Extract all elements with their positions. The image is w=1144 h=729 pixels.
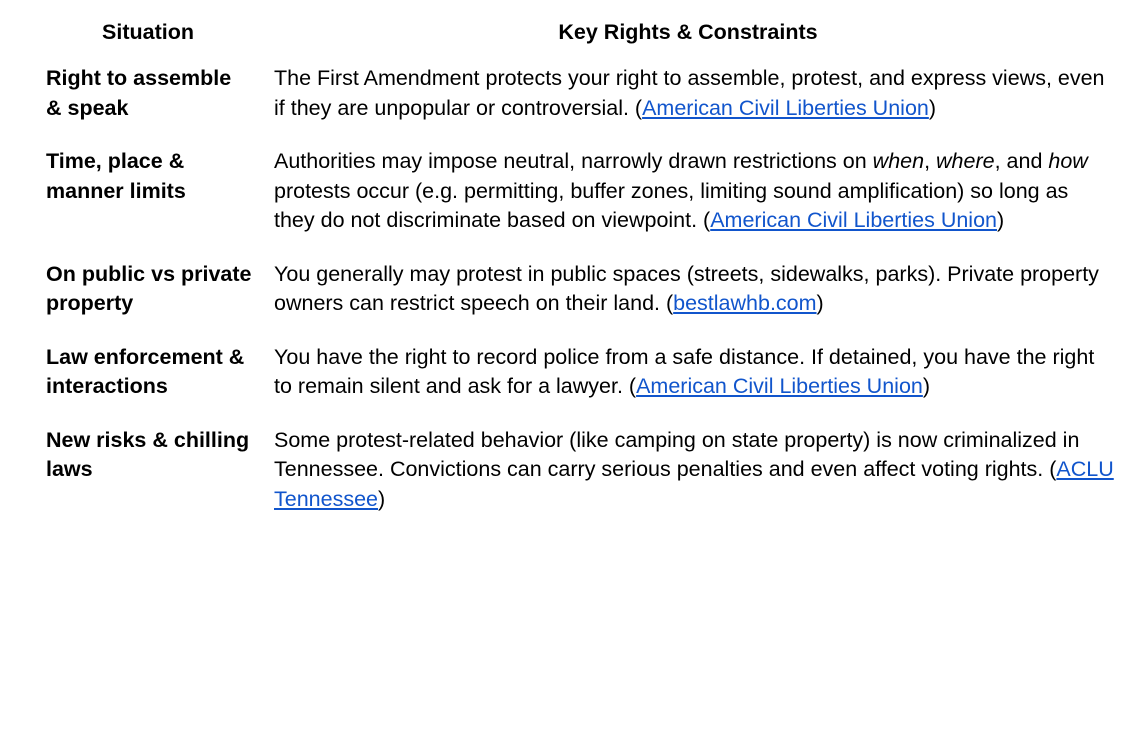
rights-description-cell [262,137,1114,250]
situation-cell: Time, place & manner limits [46,149,186,203]
rights-description-cell [262,54,1114,137]
description-text: , [924,149,937,173]
situation-cell: Law enforcement & interactions [46,344,245,398]
table-row [34,333,1114,416]
description-text: ) [378,486,386,511]
source-link[interactable]: ACLU Tennessee [274,457,1114,511]
source-link[interactable]: American Civil Liberties Union [710,208,997,232]
source-link[interactable]: bestlawhb.com [673,291,817,315]
table-row [34,250,1114,333]
rights-description-cell [262,250,1114,333]
rights-table [34,10,1114,528]
header-key-rights: Key Rights & Constraints [558,20,818,44]
emphasis-text: where [936,149,995,173]
rights-description-cell [262,416,1114,529]
source-link[interactable]: American Civil Liberties Union [636,374,923,398]
description-text: Some protest-related behavior (like camping on state property) is now criminalized in Tennessee. Convictions can carry serious penalties and even affect voting rights. ( [274,427,1080,481]
description-text: protests occur (e.g. permitting, buffer zones, limiting sound amplification) so long as they do not discriminate based on viewpoint. ( [274,178,1069,232]
table-row [34,54,1114,137]
situation-cell: On public vs private property [46,261,252,315]
table-row [34,416,1114,529]
description-text: Authorities may impose neutral, narrowly drawn restrictions on [274,149,873,173]
description-text: The First Amendment protects your right to assemble, protest, and express views, even if they are unpopular or controversial. ( [274,66,1105,120]
description-text: ) [997,208,1005,232]
description-text: You generally may protest in public spaces (streets, sidewalks, parks). Private property owners can restrict speech on their land. ( [274,261,1099,315]
description-text: ) [816,291,824,315]
table-row [34,137,1114,250]
rights-description-cell [262,333,1114,416]
situation-cell: Right to assemble & speak [46,66,232,120]
source-link[interactable]: American Civil Liberties Union [642,95,929,120]
header-situation: Situation [102,20,194,44]
description-text: You have the right to record police from a safe distance. If detained, you have the right to remain silent and ask for a lawyer. ( [274,344,1095,398]
description-text: ) [928,95,937,120]
description-text: , and [994,149,1049,173]
table-header-row [34,10,1114,54]
description-text: ) [922,374,931,398]
emphasis-text: how [1048,149,1088,173]
table-body [34,54,1114,528]
emphasis-text: when [872,149,925,173]
situation-cell: New risks & chilling laws [46,427,250,481]
